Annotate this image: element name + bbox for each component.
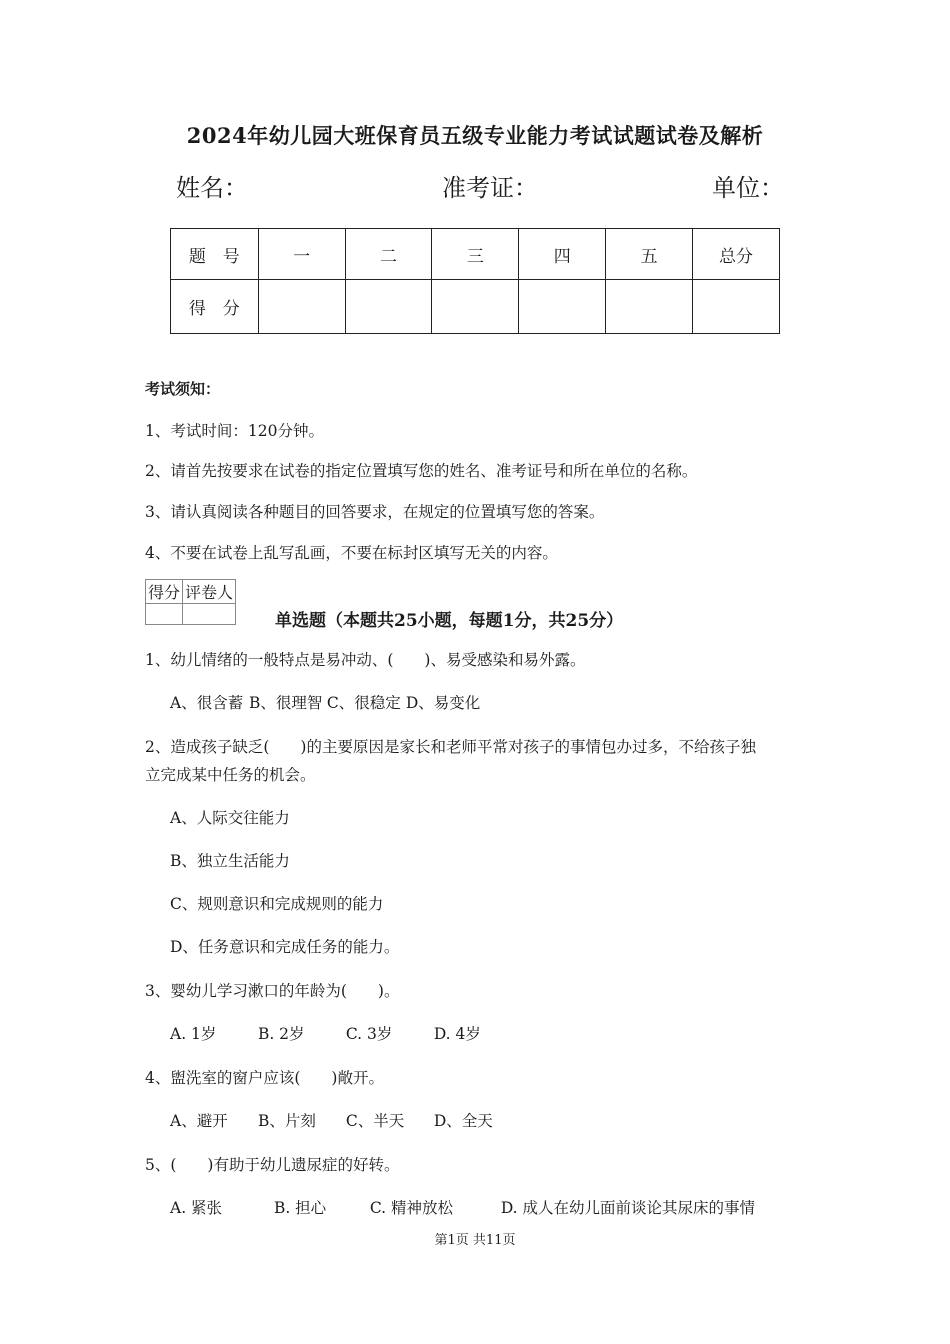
question-stem: 1、幼儿情绪的一般特点是易冲动、( )、易受感染和易外露。 <box>145 651 586 669</box>
score-header-cell: 一 <box>258 229 345 280</box>
option: C. 精神放松 <box>369 1199 454 1217</box>
question-stem: 2、造成孩子缺乏( )的主要原因是家长和老师平常对孩子的事情包办过多，不给孩子独 <box>145 738 756 756</box>
note-item: 4、不要在试卷上乱写乱画，不要在标封区填写无关的内容。 <box>145 544 558 562</box>
score-table-header-row <box>171 229 780 280</box>
option: B、独立生活能力 <box>170 852 290 870</box>
score-header-cell: 四 <box>519 229 606 280</box>
option: D、易变化 <box>405 694 481 712</box>
option: D、任务意识和完成任务的能力。 <box>170 938 400 956</box>
note-item: 2、请首先按要求在试卷的指定位置填写您的姓名、准考证号和所在单位的名称。 <box>145 462 698 480</box>
question-options <box>170 1109 493 1131</box>
question-stem-continued: 立完成某中任务的机会。 <box>145 766 316 784</box>
score-header-cell: 三 <box>432 229 519 280</box>
score-cell <box>432 280 519 334</box>
option: A. 紧张 <box>170 1199 223 1217</box>
score-header-cell: 五 <box>606 229 693 280</box>
grader-score-cell <box>146 604 183 625</box>
question-options <box>170 1022 481 1044</box>
exam-title: 2024年幼儿园大班保育员五级专业能力考试试题试卷及解析 <box>186 123 764 148</box>
option: D. 成人在幼儿面前谈论其尿床的事情 <box>500 1199 756 1217</box>
grader-score-label: 得分 <box>146 580 183 604</box>
option: A. 1岁 <box>170 1025 217 1043</box>
question-stem: 3、婴幼儿学习漱口的年龄为( )。 <box>145 982 400 1000</box>
note-item: 3、请认真阅读各种题目的回答要求，在规定的位置填写您的答案。 <box>145 503 605 521</box>
page-footer: 第1页 共11页 <box>434 1233 516 1248</box>
option: C. 3岁 <box>345 1025 393 1043</box>
score-row-label: 得 分 <box>171 280 259 334</box>
score-header-cell: 题 号 <box>171 229 259 280</box>
option: C、很稳定 <box>326 694 401 712</box>
option: A、很含蓄 <box>170 694 244 712</box>
option: A、避开 <box>170 1112 228 1130</box>
grader-reviewer-cell <box>183 604 236 625</box>
score-cell <box>519 280 606 334</box>
question-stem: 5、( )有助于幼儿遗尿症的好转。 <box>145 1156 400 1174</box>
option: A、人际交往能力 <box>170 809 290 827</box>
question-options <box>170 1196 755 1218</box>
name-field-label: 姓名： <box>176 174 248 202</box>
score-table <box>170 228 780 334</box>
exam-id-field-label: 准考证： <box>442 174 538 202</box>
notes-heading: 考试须知： <box>145 380 221 398</box>
unit-field-label: 单位： <box>712 174 784 202</box>
option: C、规则意识和完成规则的能力 <box>170 895 384 913</box>
section-title: 单选题（本题共25小题，每题1分，共25分） <box>275 611 624 631</box>
option: C、半天 <box>345 1112 405 1130</box>
option: D. 4岁 <box>433 1025 481 1043</box>
score-header-cell: 总分 <box>693 229 780 280</box>
option: D、全天 <box>433 1112 493 1130</box>
option: B、很理智 <box>248 694 323 712</box>
score-cell <box>606 280 693 334</box>
score-cell <box>693 280 780 334</box>
note-item: 1、考试时间：120分钟。 <box>145 422 324 440</box>
option: B. 2岁 <box>257 1025 305 1043</box>
score-header-cell: 二 <box>345 229 432 280</box>
score-cell <box>345 280 432 334</box>
grader-box <box>145 579 236 625</box>
question-stem: 4、盥洗室的窗户应该( )敞开。 <box>145 1069 384 1087</box>
score-table-score-row <box>171 280 780 334</box>
grader-reviewer-label: 评卷人 <box>183 580 236 604</box>
score-cell <box>258 280 345 334</box>
option: B. 担心 <box>273 1199 327 1217</box>
question-options <box>170 691 480 713</box>
option: B、片刻 <box>257 1112 316 1130</box>
